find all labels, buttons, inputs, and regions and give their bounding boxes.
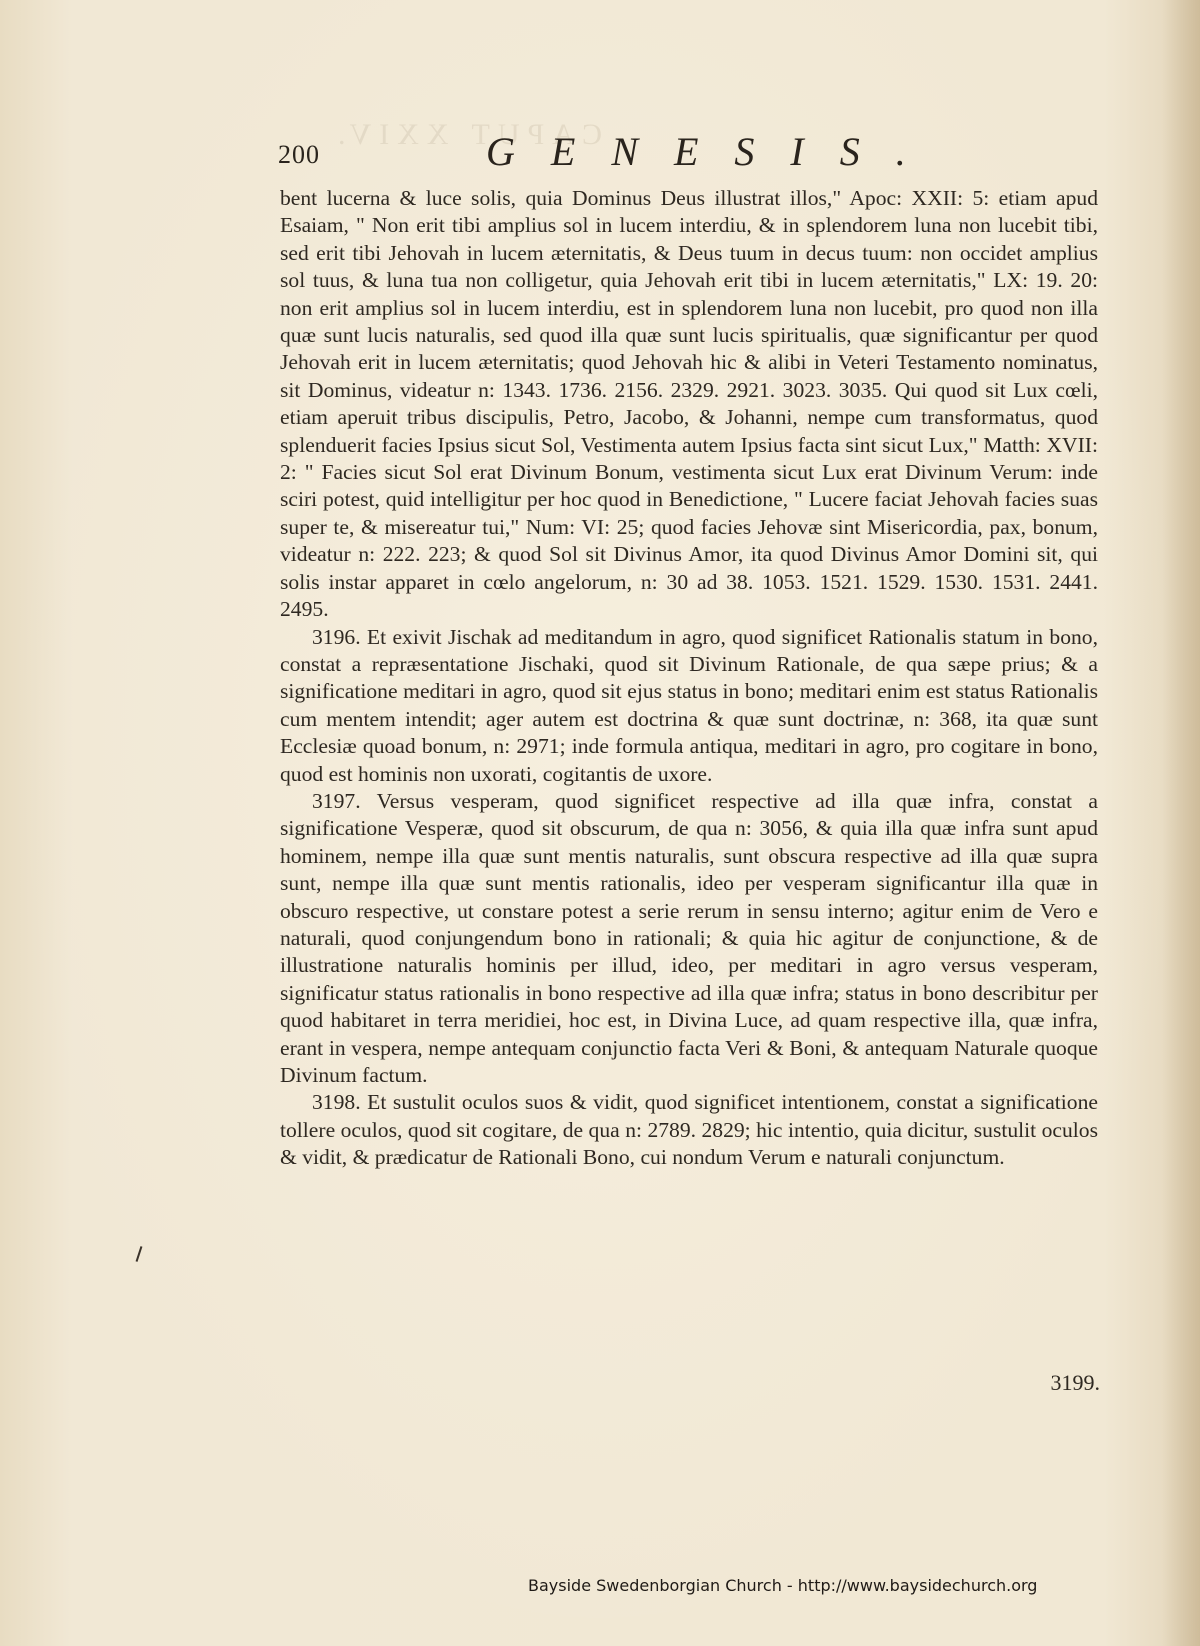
paragraph-3198: 3198. Et sustulit oculos suos & vidit, quod significet intentionem, constat a significatione tollere oculos, quod sit cogitare, de qua n: 2789. 2829; hic intentio, quia dicitur, sustulit oculos & vidit, & prædicatur de Rationali Bono, cui nondum Verum e naturali conjunctum. — [280, 1090, 1098, 1170]
running-title: GENESIS. — [486, 129, 942, 174]
catchword: 3199. — [1050, 1370, 1100, 1395]
paragraph-continuation: bent lucerna & luce solis, quia Dominus Deus illustrat illos," Apoc: XXII: 5: etiam apud Esaiam, " Non erit tibi amplius sol in lucem interdiu, & in splendorem luna non lucebit tibi, sed erit tibi Jehovah in lucem æternitatis, & Deus tuum in decus tuum: non occidet amplius sol tuus, & luna tua non colligetur, quia Jehovah erit tibi in lucem æternitatis," LX: 19. 20: non erit amplius sol in lucem interdiu, est in splendorem luna non lucebit, pro quod non illa quæ sunt lucis naturalis, sed quod illa quæ sunt lucis spiritualis, quæ significantur per quod Jehovah erit in lucem æternitatis; quod Jehovah hic & alibi in Veteri Testamento nominatus, sit Dominus, videatur n: 1343. 1736. 2156. 2329. 2921. 3023. 3035. Qui quod sit Lux cœli, etiam aperuit tribus discipulis, Petro, Jacobo, & Johanni, nempe cum transformatus, quod splenduerit facies Ipsius sicut Sol, Vestimenta autem Ipsius facta sint sicut Lux," Matth: XVII: 2: " Facies sicut Sol erat Divinum Bonum, vestimenta sicut Lux erat Divinum Verum: inde sciri potest, quid intelligitur per hoc quod in Benedictione, " Lucere faciat Jehovah facies suas super te, & misereatur tui," Num: VI: 25; quod facies Jehovæ sint Misericordia, pax, bonum, videatur n: 222. 223; & quod Sol sit Divinus Amor, ita quod Divinus Amor Domini sit, qui solis instar apparet in cœlo angelorum, n: 30 ad 38. 1053. 1521. 1529. 1530. 1531. 2441. 2495. — [280, 186, 1098, 622]
page-number: 200 — [278, 140, 320, 169]
bleed-through-text: CAPUT XXIV. — [330, 118, 602, 151]
page-edge-shadow — [1162, 0, 1200, 1646]
paragraph-3196: 3196. Et exivit Jischak ad meditandum in agro, quod significet Rationalis statum in bono, constat a repræsentatione Jischaki, quod sit Divinum Rationale, de qua sæpe prius; & a significatione meditari in agro, quod sit ejus status in bono; meditari enim est status Rationalis cum mentem intendit; ager autem est doctrina & quæ sunt doctrinæ, n: 368, ita quæ sunt Ecclesiæ quoad bonum, n: 2971; inde formula antiqua, meditari in agro, pro cogitare in bono, quod est hominis non uxorati, cogitantis de uxore. — [280, 624, 1098, 786]
paragraph-3197: 3197. Versus vesperam, quod significet respective ad illa quæ infra, constat a significatione Vesperæ, quod sit obscurum, de qua n: 3056, & quia illa quæ infra sunt apud hominem, nempe illa quæ sunt mentis naturalis, sunt obscura respective ad illa quæ supra sunt, nempe illa quæ sunt mentis rationalis, ideo per vesperam significantur illa quæ in obscuro respective, ut constare potest a serie rerum in sensu interno; agitur enim de Vero e naturali, quod conjungendum bono in rationali; & quia hic agitur de conjunctione, & de illustratione naturalis hominis per illud, ideo, per meditari in agro versus vesperam, significatur status rationalis in bono respective ad illa quæ infra; status in bono describitur per quod habitaret in terra meridiei, hoc est, in Divina Luce, ad quam respective illa, quæ infra, erant in vespera, nempe antequam conjunctio facta Veri & Boni, & antequam Naturale quoque Divinum factum. — [280, 788, 1098, 1087]
page-header — [278, 128, 1098, 178]
ink-mark — [136, 1246, 143, 1262]
body-text — [280, 185, 1098, 1172]
footer-credit: Bayside Swedenborgian Church - http://www.baysidechurch.org — [528, 1576, 1038, 1595]
